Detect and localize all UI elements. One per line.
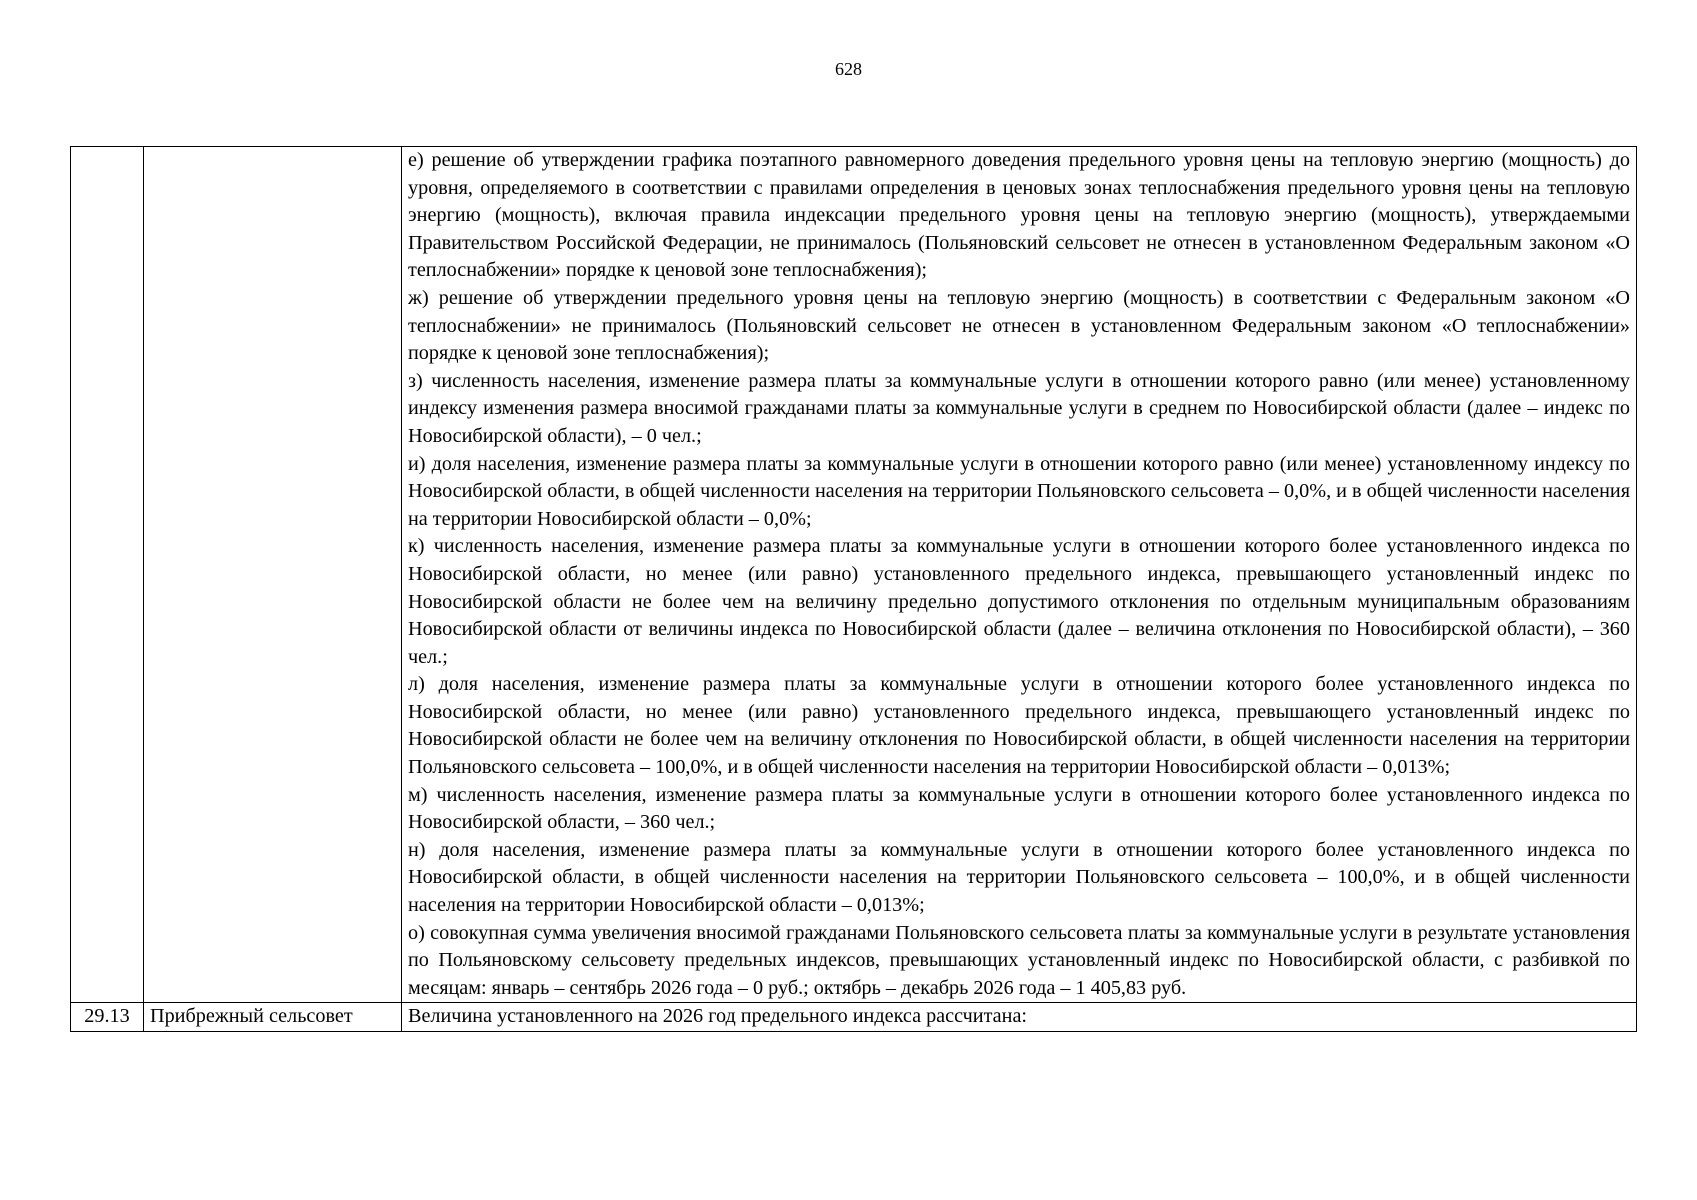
page-number: 628 [835,59,862,79]
description-cell [402,147,1637,1003]
municipality-cell [144,147,402,1003]
row-number-cell [71,147,144,1003]
paragraph-e: е) решение об утверждении графика поэтапного равномерного доведения предельного уровня цены на тепловую энергию (мощность) до уровня, определяемого в соответствии с правилами определения в ценовых зонах теплоснабжения предельного уровня цены на тепловую энергию (мощность), включая правила индексации предельного уровня цены на тепловую энергию (мощность), утверждаемыми Правительством Российской Федерации, не принималось (Польяновский сельсовет не отнесен в установленном Федеральным законом «О теплоснабжении» порядке к ценовой зоне теплоснабжения); [408,149,1630,282]
paragraph-l: л) доля населения, изменение размера платы за коммунальные услуги в отношении которого более установленного индекса по Новосибирской области, но менее (или равно) установленного предельного индекса, превышающего установленный индекс по Новосибирской области не более чем на величину отклонения по Новосибирской области, в общей численности населения на территории Польяновского сельсовета – 100,0%, и в общей численности населения на территории Новосибирской области – 0,013%; [408,673,1630,779]
row-number-cell: 29.13 [71,1003,144,1032]
paragraph-n: н) доля населения, изменение размера платы за коммунальные услуги в отношении которого более установленного индекса по Новосибирской области, в общей численности населения на территории Польяновского сельсовета – 100,0%, и в общей численности населения на территории Новосибирской области – 0,013%; [408,838,1630,917]
paragraph-zh: ж) решение об утверждении предельного уровня цены на тепловую энергию (мощность) в соответствии с Федеральным законом «О теплоснабжении» не принималось (Польяновский сельсовет не отнесен в установленном Федеральным законом «О теплоснабжении» порядке к ценовой зоне теплоснабжения); [408,286,1630,365]
paragraph-k: к) численность населения, изменение размера платы за коммунальные услуги в отношении которого более установленного индекса по Новосибирской области, но менее (или равно) установленного предельного индекса, превышающего установленный индекс по Новосибирской области не более чем на величину предельно допустимого отклонения по отдельным муниципальным образованиям Новосибирской области от величины индекса по Новосибирской области (далее – величина отклонения по Новосибирской области), – 360 чел.; [408,535,1630,668]
table-row [71,1003,1637,1032]
municipality-cell: Прибрежный сельсовет [144,1003,402,1032]
paragraph-i: и) доля населения, изменение размера платы за коммунальные услуги в отношении которого равно (или менее) установленному индексу по Новосибирской области, в общей численности населения на территории Польяновского сельсовета – 0,0%, и в общей численности населения на территории Новосибирской области – 0,0%; [408,452,1630,530]
description-cell: Величина установленного на 2026 год предельного индекса рассчитана: [402,1003,1637,1032]
paragraph-m: м) численность населения, изменение размера платы за коммунальные услуги в отношении которого более установленного индекса по Новосибирской области, – 360 чел.; [408,783,1630,834]
table-row [71,147,1637,1003]
paragraph-z: з) численность населения, изменение размера платы за коммунальные услуги в отношении которого равно (или менее) установленному индексу изменения размера вносимой гражданами платы за коммунальные услуги в среднем по Новосибирской области (далее – индекс по Новосибирской области), – 0 чел.; [408,369,1630,447]
paragraph-o: о) совокупная сумма увеличения вносимой гражданами Польяновского сельсовета платы за коммунальные услуги в результате установления по Польяновскому сельсовету предельных индексов, превышающих установленный индекс по Новосибирской области, с разбивкой по месяцам: январь – сентябрь 2026 года – 0 руб.; октябрь – декабрь 2026 года – 1 405,83 руб. [408,921,1630,999]
index-table [70,146,1637,1032]
